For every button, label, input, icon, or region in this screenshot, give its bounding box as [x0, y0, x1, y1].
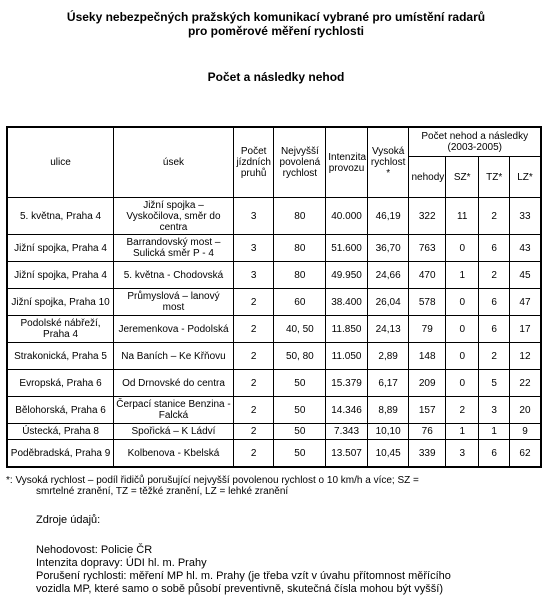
cell-nehody: 148	[409, 343, 446, 370]
cell-tz: 3	[479, 397, 509, 424]
cell-usek: Od Drnovské do centra	[114, 370, 234, 397]
cell-ulice: Ústecká, Praha 8	[7, 424, 114, 440]
cell-rychlost: 50	[274, 397, 326, 424]
document-title-line1: Úseky nebezpečných pražských komunikací vybrané pro umístění radarů	[66, 10, 486, 24]
header-tz: TZ*	[479, 157, 509, 198]
cell-sz: 1	[445, 262, 479, 289]
table-row	[7, 198, 541, 235]
header-pocet-pruhu: Počet jízdních pruhů	[233, 127, 274, 198]
footnote	[6, 475, 526, 497]
cell-rychlost: 50, 80	[274, 343, 326, 370]
cell-intenzita: 13.507	[326, 440, 368, 468]
cell-sz: 1	[445, 424, 479, 440]
cell-usek: Kolbenova - Kbelská	[114, 440, 234, 468]
cell-ulice: Podolské nábřeží, Praha 4	[7, 316, 114, 343]
cell-usek: Čerpací stanice Benzina - Falcká	[114, 397, 234, 424]
cell-intenzita: 14.346	[326, 397, 368, 424]
cell-nehody: 578	[409, 289, 446, 316]
cell-pruhy: 3	[233, 235, 274, 262]
header-usek: úsek	[114, 127, 234, 198]
cell-usek: 5. května - Chodovská	[114, 262, 234, 289]
cell-pruhy: 2	[233, 440, 274, 468]
cell-rychlost: 40, 50	[274, 316, 326, 343]
cell-ulice: Jižní spojka, Praha 10	[7, 289, 114, 316]
cell-pruhy: 2	[233, 424, 274, 440]
cell-lz: 20	[509, 397, 541, 424]
cell-nehody: 76	[409, 424, 446, 440]
header-group-nehody: Počet nehod a následky (2003-2005)	[409, 127, 541, 157]
footnote-line1: *: Vysoká rychlost – podíl řidičů porušující nejvyšší povolenou rychlost o 10 km/h a více; SZ =	[6, 475, 419, 486]
table-row	[7, 397, 541, 424]
cell-pruhy: 2	[233, 397, 274, 424]
cell-intenzita: 40.000	[326, 198, 368, 235]
cell-sz: 0	[445, 370, 479, 397]
cell-tz: 6	[479, 440, 509, 468]
cell-usek: Jižní spojka – Vyskočilova, směr do centra	[114, 198, 234, 235]
cell-tz: 1	[479, 424, 509, 440]
cell-ulice: Jižní spojka, Praha 4	[7, 235, 114, 262]
sources-title: Zdroje údajů:	[36, 514, 101, 526]
cell-rychlost: 80	[274, 262, 326, 289]
cell-pruhy: 2	[233, 343, 274, 370]
source-intenzita: Intenzita dopravy: ÚDI hl. m. Prahy	[36, 557, 207, 569]
table-row	[7, 289, 541, 316]
cell-pruhy: 3	[233, 198, 274, 235]
cell-vysoka: 10,10	[367, 424, 409, 440]
cell-usek: Průmyslová – lanový most	[114, 289, 234, 316]
cell-lz: 47	[509, 289, 541, 316]
document-title-line2: pro poměrové měření rychlosti	[187, 24, 365, 38]
cell-nehody: 209	[409, 370, 446, 397]
cell-lz: 12	[509, 343, 541, 370]
cell-lz: 33	[509, 198, 541, 235]
cell-lz: 17	[509, 316, 541, 343]
header-ulice: ulice	[7, 127, 114, 198]
cell-vysoka: 26,04	[367, 289, 409, 316]
cell-usek: Na Baních – Ke Křňovu	[114, 343, 234, 370]
cell-intenzita: 15.379	[326, 370, 368, 397]
document-subtitle: Počet a následky nehod	[207, 70, 345, 84]
cell-pruhy: 2	[233, 370, 274, 397]
cell-intenzita: 11.050	[326, 343, 368, 370]
cell-vysoka: 2,89	[367, 343, 409, 370]
cell-sz: 0	[445, 316, 479, 343]
cell-nehody: 157	[409, 397, 446, 424]
cell-rychlost: 80	[274, 198, 326, 235]
cell-rychlost: 50	[274, 424, 326, 440]
cell-usek: Spořická – K Ládví	[114, 424, 234, 440]
footnote-line2: smrtelné zranění, TZ = těžké zranění, LZ = lehké zranění	[36, 486, 289, 497]
cell-sz: 0	[445, 235, 479, 262]
cell-tz: 6	[479, 289, 509, 316]
accident-table	[6, 126, 542, 468]
cell-vysoka: 24,13	[367, 316, 409, 343]
cell-vysoka: 46,19	[367, 198, 409, 235]
cell-rychlost: 50	[274, 370, 326, 397]
cell-nehody: 339	[409, 440, 446, 468]
cell-pruhy: 3	[233, 262, 274, 289]
cell-sz: 3	[445, 440, 479, 468]
source-rychlost-line2: vozidla MP, které samo o sobě působí preventivně, skutečná čísla mohou být vyšší)	[36, 583, 443, 595]
header-max-rychlost: Nejvyšší povolená rychlost	[274, 127, 326, 198]
cell-usek: Jeremenkova - Podolská	[114, 316, 234, 343]
cell-vysoka: 24,66	[367, 262, 409, 289]
table-row	[7, 235, 541, 262]
cell-lz: 45	[509, 262, 541, 289]
cell-intenzita: 51.600	[326, 235, 368, 262]
cell-nehody: 763	[409, 235, 446, 262]
header-intenzita: Intenzita provozu	[326, 127, 368, 198]
cell-intenzita: 7.343	[326, 424, 368, 440]
cell-ulice: Strakonická, Praha 5	[7, 343, 114, 370]
cell-tz: 5	[479, 370, 509, 397]
source-nehodovost: Nehodovost: Policie ČR	[36, 544, 153, 556]
header-nehody: nehody	[409, 157, 446, 198]
cell-nehody: 79	[409, 316, 446, 343]
cell-lz: 9	[509, 424, 541, 440]
cell-rychlost: 50	[274, 440, 326, 468]
cell-vysoka: 8,89	[367, 397, 409, 424]
cell-sz: 0	[445, 343, 479, 370]
cell-ulice: 5. května, Praha 4	[7, 198, 114, 235]
cell-sz: 2	[445, 397, 479, 424]
header-sz: SZ*	[445, 157, 479, 198]
cell-nehody: 470	[409, 262, 446, 289]
cell-tz: 6	[479, 316, 509, 343]
cell-tz: 2	[479, 198, 509, 235]
table-row	[7, 440, 541, 468]
cell-vysoka: 36,70	[367, 235, 409, 262]
header-vysoka-rychlost: Vysoká rychlost *	[367, 127, 409, 198]
cell-pruhy: 2	[233, 289, 274, 316]
cell-tz: 2	[479, 262, 509, 289]
cell-tz: 6	[479, 235, 509, 262]
cell-rychlost: 60	[274, 289, 326, 316]
cell-nehody: 322	[409, 198, 446, 235]
cell-sz: 0	[445, 289, 479, 316]
cell-pruhy: 2	[233, 316, 274, 343]
cell-intenzita: 11.850	[326, 316, 368, 343]
table-row	[7, 424, 541, 440]
cell-intenzita: 38.400	[326, 289, 368, 316]
cell-usek: Barrandovský most – Sulická směr P - 4	[114, 235, 234, 262]
cell-ulice: Jižní spojka, Praha 4	[7, 262, 114, 289]
header-lz: LZ*	[509, 157, 541, 198]
cell-ulice: Bělohorská, Praha 6	[7, 397, 114, 424]
cell-tz: 2	[479, 343, 509, 370]
cell-vysoka: 10,45	[367, 440, 409, 468]
cell-vysoka: 6,17	[367, 370, 409, 397]
source-rychlost-line1: Porušení rychlosti: měření MP hl. m. Prahy (je třeba vzít v úvahu přítomnost měřícího	[36, 570, 451, 582]
cell-lz: 22	[509, 370, 541, 397]
cell-ulice: Evropská, Praha 6	[7, 370, 114, 397]
cell-sz: 11	[445, 198, 479, 235]
table-row	[7, 316, 541, 343]
cell-intenzita: 49.950	[326, 262, 368, 289]
cell-lz: 62	[509, 440, 541, 468]
table-row	[7, 343, 541, 370]
table-row	[7, 262, 541, 289]
cell-rychlost: 80	[274, 235, 326, 262]
table-row	[7, 370, 541, 397]
cell-lz: 43	[509, 235, 541, 262]
cell-ulice: Poděbradská, Praha 9	[7, 440, 114, 468]
